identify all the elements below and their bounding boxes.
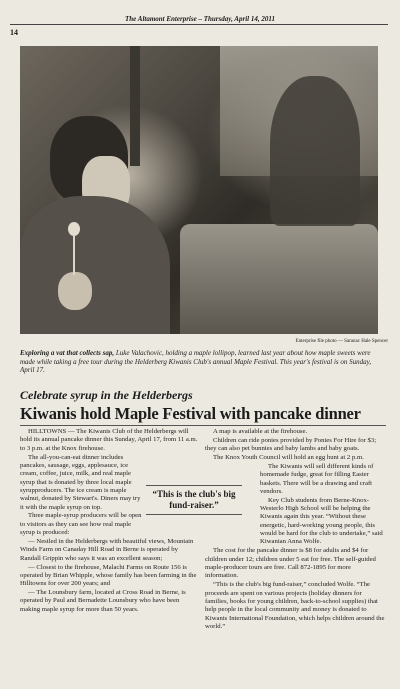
photo-credit: Enterprise file photo — Saranac Hale Spencer [295, 339, 388, 344]
caption-lead: Exploring a vat that collects sap, [20, 349, 115, 357]
article-left-column [20, 428, 198, 615]
masthead: The Altamont Enterprise – Thursday, April 14, 2011 [125, 15, 275, 23]
paragraph: Children can ride ponies provided by Ponies For Hire for $3; they can also pet bunnies and baby lambs and baby goats. [205, 436, 377, 453]
boy-body [20, 196, 170, 334]
paragraph: Key Club students from Berne-Knox-Westerlo High School will be helping the Kiwanis again this year. “Without these energetic, hard-working young people, this would be hard for the club to undertake,” said Kiwanian Anna Wolfe. [260, 496, 383, 546]
paragraph: HILLTOWNS — The Kiwanis Club of the Helderbergs will hold its annual pancake dinner this Sunday, April 17, from 11 a.m. to 3 p.m. at the Knox firehouse. [20, 428, 198, 452]
pole [130, 46, 140, 166]
paragraph: — The Lounsbury farm, located at Cross Road in Berne, is operated by Paul and Bernadette Lounsbury who have been making maple syrup for more than 50 years. [20, 589, 186, 613]
masthead-rule [10, 24, 388, 25]
paragraph: Three maple-syrup producers will be open to visitors as they can see how real maple syrup is produced: [20, 512, 142, 537]
paragraph: The all-you-can-eat dinner includes pancakes, sausage, eggs, applesauce, ice cream, coffee, juice, milk, and real maple syrup that is donated by three local maple syrupproducers. The ice cream is maple walnut, donated by Stewart's. Diners may try it with the maple syrup on top. [20, 453, 141, 511]
kicker: Celebrate syrup in the Helderbergs [20, 388, 193, 402]
page-number: 14 [10, 28, 18, 37]
lollipop [68, 222, 80, 236]
adult-figure [270, 76, 360, 226]
paragraph: The Knox Youth Council will hold an egg hunt at 2 p.m. [213, 454, 364, 462]
news-photo [20, 46, 378, 334]
pull-quote: “This is the club's big fund-raiser.” [146, 485, 242, 515]
paragraph: The cost for the pancake dinner is $8 for adults and $4 for children under 12; children under 5 eat for free. The self-guided maple-producer tours are free. Call 872-1895 for more information. [205, 547, 376, 580]
article-right-column [205, 428, 385, 632]
headline-rule [20, 425, 386, 426]
headline: Kiwanis hold Maple Festival with pancake dinner [20, 404, 361, 423]
paragraph: The Kiwanis will sell different kinds of homemade fudge, great for filling Easter baskets. There will be a drawing and craft vendors. [260, 462, 374, 495]
caption-text: Luke Valachovic, holding a maple lollipop, learned last year about how maple sweets were made while taking a free tour during the Helderberg Kiwanis Club's annual Maple Festival. This year's festival is on Sunday, April 17. [20, 349, 372, 375]
paragraph: — Closest to the firehouse, Malachi Farms on Route 156 is operated by Brian Whipple, whose family has been farming in the Hilltowns for over 200 years; and [20, 563, 197, 588]
paragraph: — Nestled in the Helderbergs with beautiful views, Mountain Winds Farm on Canaday Hill Road in Berne is operated by Randall Grippin who says it was an excellent season; [20, 537, 194, 562]
photo-caption [20, 349, 380, 375]
boy-hand [58, 272, 92, 310]
paragraph: A map is available at the firehouse. [213, 428, 308, 435]
lollipop-stick [73, 235, 75, 275]
vat [180, 224, 378, 334]
paragraph: “This is the club's big fund-raiser,” concluded Wolfe. “The proceeds are spent on various projects (holiday dinners for families, books for young children, back-to-school supplies) that help people in the local community and money is donated to Kiwanis International Foundation, which helps children around the world.” [205, 581, 385, 630]
